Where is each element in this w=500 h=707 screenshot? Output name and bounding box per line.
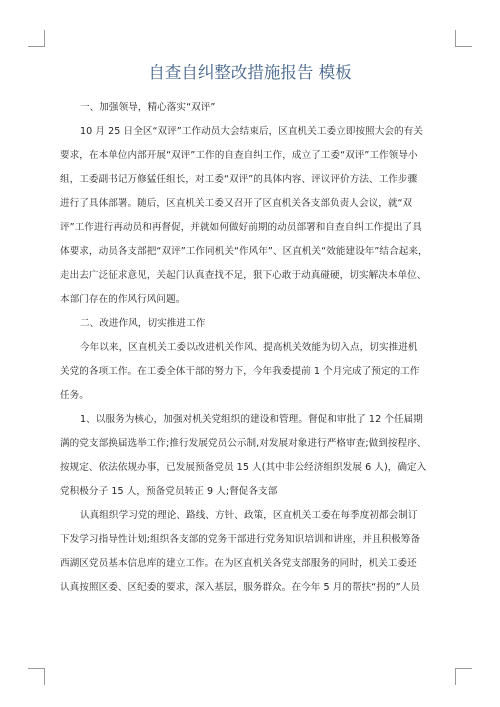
text-line: 本部门存在的作风行风问题。 [60,294,186,305]
document-title: 自查自纠整改措施报告 模板 [148,63,352,82]
text-line: 关党的各项工作。在工委全体干部的努力下，今年我委提前 1 个月完成了预定的工作 [60,366,420,377]
text-line: 一、加强领导，精心落实“双评” [80,102,216,113]
page-corner-mark-bottom-right [455,668,472,685]
text-line: 10 月 25 日全区“双评”工作动员大会结束后，区直机关工委立即按照大会的有关 [80,126,423,137]
page-corner-mark-top-left [28,30,45,47]
text-line: 西湖区党员基本信息库的建立工作。在为区直机关各党支部服务的同时，机关工委还 [60,558,417,569]
text-line: 党积极分子 15 人，预备党员转正 9 人;督促各支部 [60,486,278,497]
text-line: 二、改进作风，切实推进工作 [80,318,206,329]
text-line: 认真组织学习党的理论、路线、方针、政策，区直机关工委在每季度初都会制订 [80,510,418,521]
text-line: 走出去广泛征求意见，关起门认真查找不足，狠下心敢于动真碰硬，切实解决本单位、 [60,270,427,281]
text-line: 体要求，动员各支部把“双评”工作同机关“作风年”、区直机关“效能建设年”结合起来， [60,246,428,257]
text-line: 认真按照区委、区纪委的要求，深入基层，服务群众。在今年 5 月的帮扶“拐的”人员 [60,582,420,593]
text-line: 进行了具体部署。随后，区直机关工委又召开了区直机关各支部负责人会议，就“双 [60,198,413,209]
page-corner-mark-top-right [455,30,472,47]
text-line: 满的党支部换届选举工作;推行发展党员公示制,对发展对象进行严格审查;做到按程序、 [60,438,427,449]
document-body [60,96,440,600]
text-line: 组，工委副书记万修猛任组长，对工委“双评”的具体内容、评议评价方法、工作步骤 [60,174,418,185]
text-line: 今年以来，区直机关工委以改进机关作风、提高机关效能为切入点，切实推进机 [80,342,418,353]
text-line: 按规定、依法依规办事，已发展预备党员 15 人(其中非公经济组织发展 6 人)，确定入 [60,462,427,473]
text-line: 1、以服务为核心，加强对机关党组织的建设和管理。督促和审批了 12 个任届期 [80,414,423,425]
text-line: 评”工作进行再动员和再督促，并就如何做好前期的动员部署和自查自纠工作提出了具 [60,222,422,233]
text-line: 下发学习指导性计划;组织各支部的党务干部进行党务知识培训和讲座，并且积极筹备 [60,534,421,545]
text-line: 要求，在本单位内部开展“双评”工作的自查自纠工作，成立了工委“双评”工作领导小 [60,150,418,161]
page-corner-mark-bottom-left [28,668,45,685]
text-line: 任务。 [60,390,89,401]
